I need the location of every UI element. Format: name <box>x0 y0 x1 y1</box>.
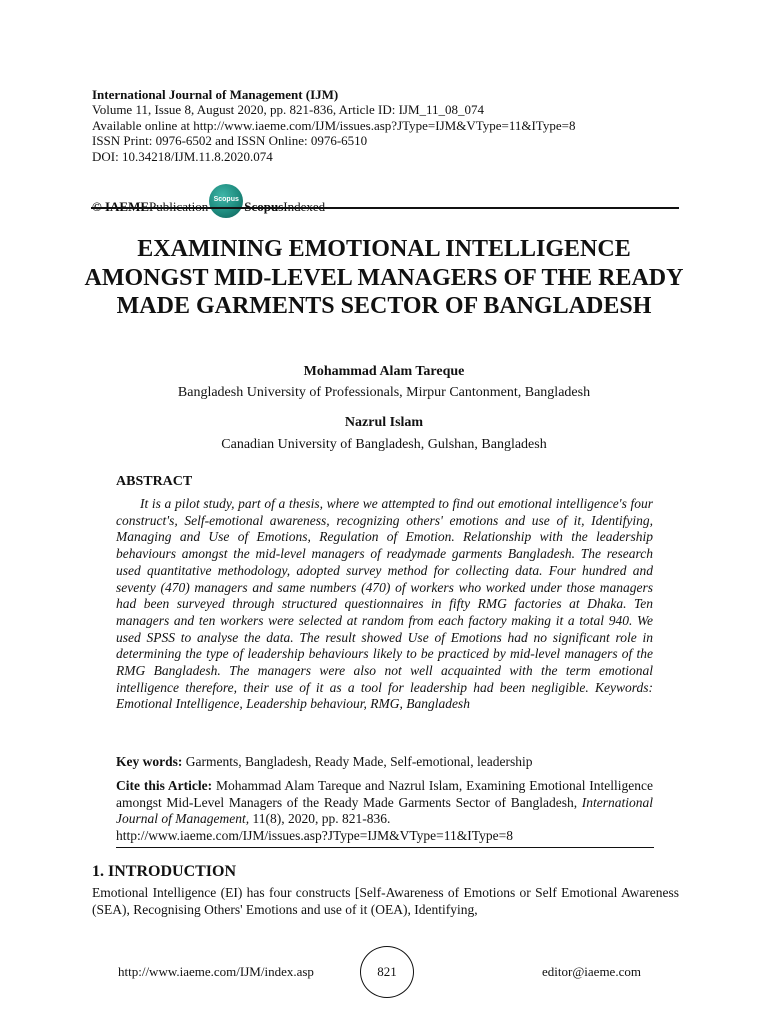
publication-label: Publication <box>149 199 209 214</box>
author-name-1: Mohammad Alam Tareque <box>303 364 465 379</box>
page-number: 821 <box>360 946 414 998</box>
intro-paragraph: Emotional Intelligence (EI) has four constructs [Self-Awareness of Emotions or Self Emotional Awareness (SEA), Recognising Others' Emotions and use of it (OEA), Identifying, <box>92 885 679 917</box>
volume-line: Volume 11, Issue 8, August 2020, pp. 821-836, Article ID: IJM_11_08_074 <box>92 102 485 117</box>
indexed-label: Indexed <box>283 199 326 214</box>
paper-title: EXAMINING EMOTIONAL INTELLIGENCE AMONGST MID-LEVEL MANAGERS OF THE READY MADE GARMENTS SECTOR OF BANGLADESH <box>84 236 684 319</box>
copyright-label: © IAEME <box>92 199 150 214</box>
cite-text-2: 11(8), 2020, pp. 821-836. <box>249 811 391 827</box>
abstract-heading: ABSTRACT <box>116 474 193 489</box>
citation-block <box>116 778 653 845</box>
doi-line: DOI: 10.34218/IJM.11.8.2020.074 <box>92 149 273 164</box>
author-name-2: Nazrul Islam <box>344 415 424 430</box>
author-affiliation-1: Bangladesh University of Professionals, Mirpur Cantonment, Bangladesh <box>177 385 591 400</box>
scopus-label: Scopus <box>244 199 284 214</box>
section-heading: 1. INTRODUCTION <box>92 863 237 880</box>
keywords-label: Key words: <box>116 754 183 769</box>
cite-text-1: Mohammad Alam Tareque and Nazrul Islam, Examining Emotional Intelligence amongst Mid-Level Managers of the Ready Made Garments Sector of Bangladesh, <box>116 778 654 810</box>
journal-name: International Journal of Management (IJM) <box>92 87 339 102</box>
author-affiliation-2: Canadian University of Bangladesh, Gulshan, Bangladesh <box>221 437 547 452</box>
cite-label: Cite this Article: <box>116 778 213 793</box>
citation-divider <box>116 847 654 848</box>
scopus-logo-icon: Scopus <box>209 184 243 218</box>
cite-url-link[interactable]: http://www.iaeme.com/IJM/issues.asp?JType=IJM&VType=11&IType=8 <box>116 828 513 844</box>
footer-url-link[interactable]: http://www.iaeme.com/IJM/index.asp <box>118 964 314 979</box>
cite-journal: International Journal of Management, <box>116 794 653 827</box>
footer-email-link[interactable]: editor@iaeme.com <box>542 964 641 979</box>
available-online-line: Available online at http://www.iaeme.com/IJM/issues.asp?JType=IJM&VType=11&IType=8 <box>92 118 576 133</box>
header-divider <box>91 207 679 209</box>
abstract-text: It is a pilot study, part of a thesis, where we attempted to find out emotional intelligence's four construct's, Self-emotional awareness, recognizing others' emotions and use of it, Identifying, Managing and Use of Emotions, Regulation of Emotion. Relationship with the leadership behaviours amongst the mid-level managers of readymade garments Bangladesh. The research used quantitative methodology, adopted survey method for collecting data. Four hundred and seventy (470) managers and same numbers (470) of workers who worked under those managers had been surveyed through structured questionnaires in fifty RMG factories at Dhaka. Ten managers and ten workers were selected at random from each factory making it a total 940. We used SPSS to analyse the data. The result showed Use of Emotions had no significant role in determining the type of leadership behaviours likely to be practiced by mid-level managers of the RMG Bangladesh. The managers were also not well acquainted with the term emotional intelligence therefore, their use of it as a tool for leadership had been negligible. Keywords: Emotional Intelligence, Leadership behaviour, RMG, Bangladesh <box>116 496 653 712</box>
keywords-text: Garments, Bangladesh, Ready Made, Self-emotional, leadership <box>182 754 533 769</box>
issn-line: ISSN Print: 0976-6502 and ISSN Online: 0976-6510 <box>92 133 368 148</box>
keywords-line <box>116 754 653 771</box>
